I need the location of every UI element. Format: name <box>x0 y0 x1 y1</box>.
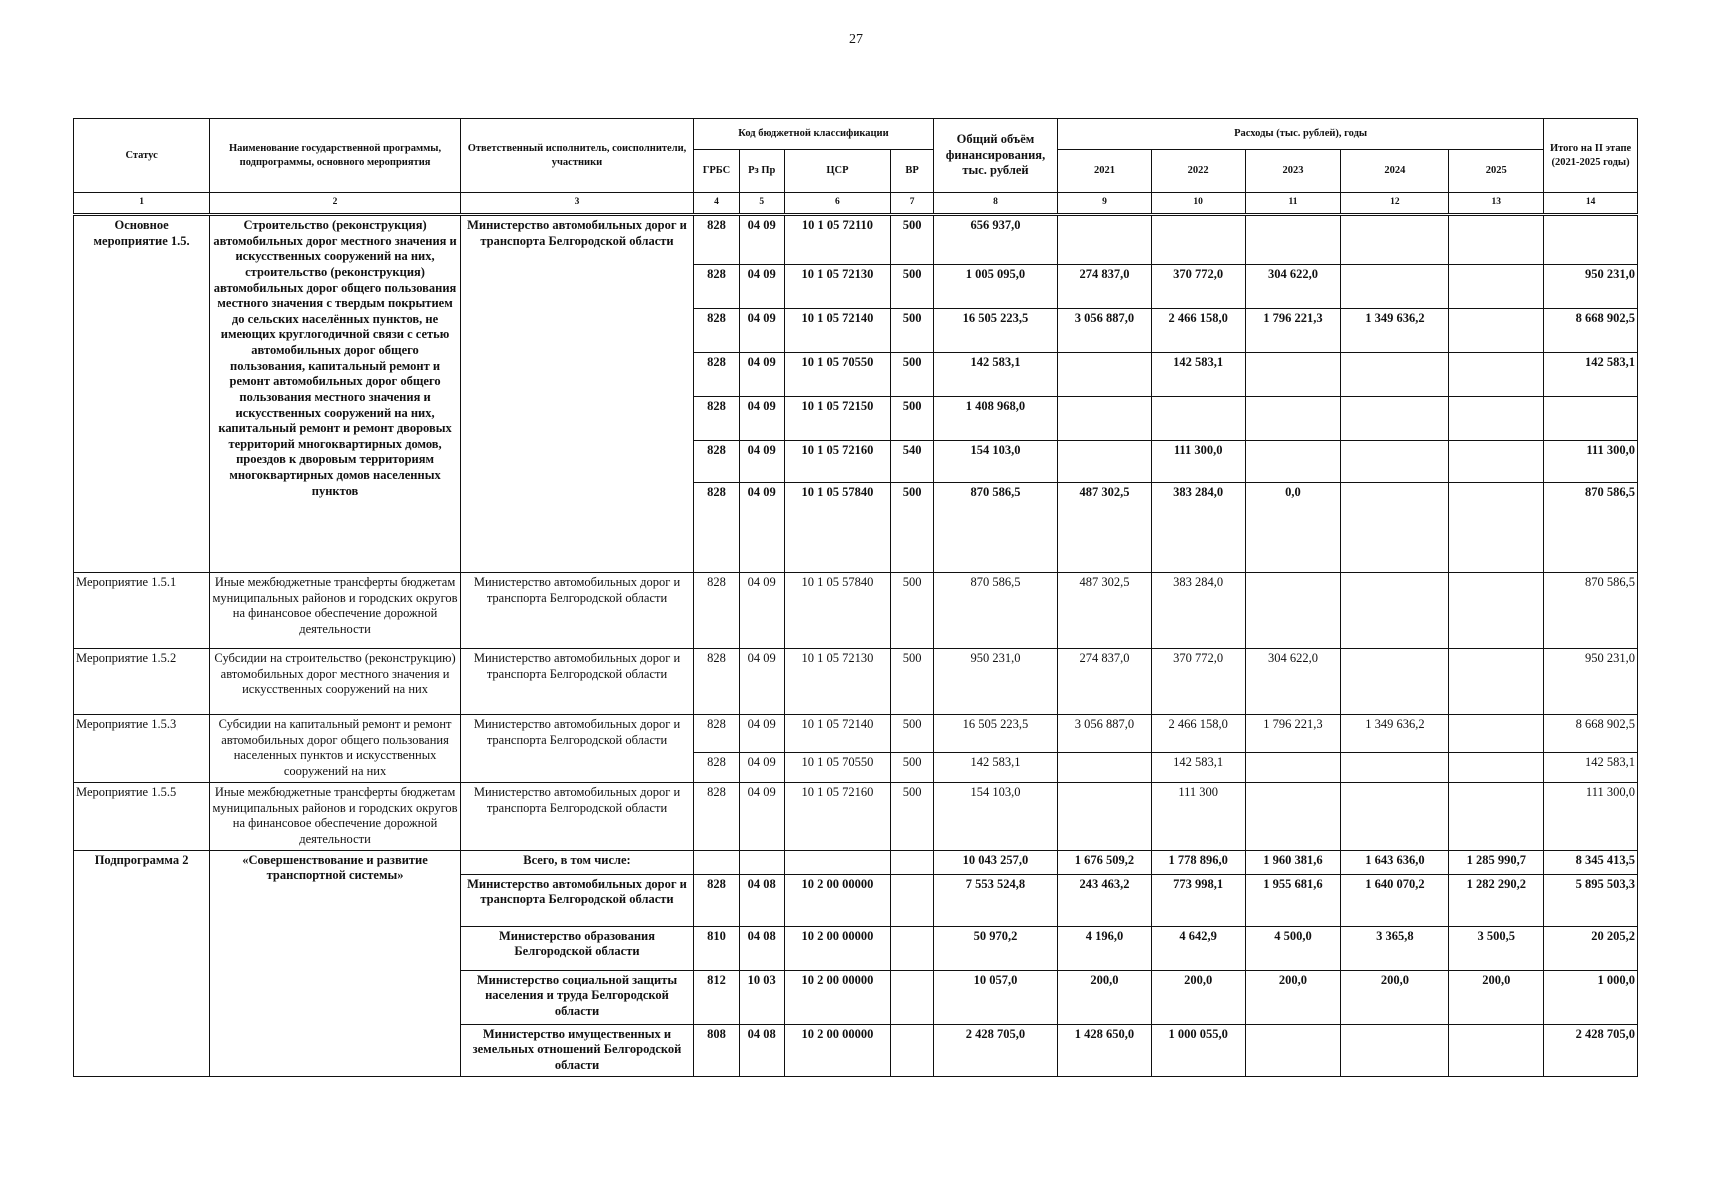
col-num: 8 <box>933 193 1057 215</box>
row-status: Мероприятие 1.5.3 <box>74 715 210 783</box>
cell-y2025: 1 282 290,2 <box>1449 874 1544 926</box>
cell-y2025 <box>1449 715 1544 753</box>
cell-rzpr: 10 03 <box>739 970 784 1024</box>
row-name: «Совершенствование и развитие транспортной системы» <box>210 850 461 1076</box>
cell-y2022: 142 583,1 <box>1151 753 1245 783</box>
table-row <box>74 850 1638 874</box>
cell-rzpr: 04 08 <box>739 874 784 926</box>
budget-table <box>73 118 1638 1077</box>
cell-vr <box>891 874 934 926</box>
cell-y2023 <box>1245 397 1341 441</box>
header-expenses-group: Расходы (тыс. рублей), годы <box>1058 119 1544 150</box>
cell-total: 950 231,0 <box>933 649 1057 715</box>
cell-y2021 <box>1058 441 1152 483</box>
header-grbs: ГРБС <box>694 150 740 193</box>
cell-y2022: 370 772,0 <box>1151 265 1245 309</box>
cell-rzpr: 04 08 <box>739 926 784 970</box>
cell-y2021: 1 428 650,0 <box>1058 1024 1152 1076</box>
cell-csr: 10 1 05 70550 <box>784 353 891 397</box>
cell-y2021: 243 463,2 <box>1058 874 1152 926</box>
cell-y2025 <box>1449 397 1544 441</box>
col-num: 9 <box>1058 193 1152 215</box>
cell-y2021: 200,0 <box>1058 970 1152 1024</box>
cell-total: 142 583,1 <box>933 753 1057 783</box>
cell-y2024 <box>1341 1024 1449 1076</box>
cell-csr: 10 2 00 00000 <box>784 926 891 970</box>
cell-vr: 500 <box>891 397 934 441</box>
cell-grbs: 828 <box>694 441 740 483</box>
row-name: Иные межбюджетные трансферты бюджетам муниципальных районов и городских округов на финансовое обеспечение дорожной деятельности <box>210 783 461 851</box>
cell-y2025 <box>1449 649 1544 715</box>
cell-y2022 <box>1151 215 1245 265</box>
cell-rzpr: 04 09 <box>739 441 784 483</box>
cell-vr <box>891 926 934 970</box>
cell-y2022: 773 998,1 <box>1151 874 1245 926</box>
cell-total: 7 553 524,8 <box>933 874 1057 926</box>
cell-y2021: 3 056 887,0 <box>1058 309 1152 353</box>
cell-csr: 10 1 05 57840 <box>784 483 891 573</box>
cell-csr: 10 1 05 72130 <box>784 265 891 309</box>
cell-csr: 10 1 05 72130 <box>784 649 891 715</box>
cell-total: 870 586,5 <box>933 573 1057 649</box>
cell-y2022: 2 466 158,0 <box>1151 715 1245 753</box>
cell-csr: 10 1 05 57840 <box>784 573 891 649</box>
cell-total: 142 583,1 <box>933 353 1057 397</box>
row-status: Подпрограмма 2 <box>74 850 210 1076</box>
col-num: 11 <box>1245 193 1341 215</box>
cell-grbs: 828 <box>694 783 740 851</box>
cell-y2024: 1 643 636,0 <box>1341 850 1449 874</box>
cell-csr: 10 1 05 72140 <box>784 309 891 353</box>
cell-y2023 <box>1245 753 1341 783</box>
cell-stage-total <box>1544 397 1638 441</box>
cell-y2022: 383 284,0 <box>1151 573 1245 649</box>
row-executor: Министерство автомобильных дорог и транспорта Белгородской области <box>460 783 693 851</box>
cell-y2024 <box>1341 753 1449 783</box>
cell-y2025 <box>1449 309 1544 353</box>
cell-total: 16 505 223,5 <box>933 309 1057 353</box>
cell-y2022: 142 583,1 <box>1151 353 1245 397</box>
cell-y2023 <box>1245 215 1341 265</box>
cell-y2022: 1 000 055,0 <box>1151 1024 1245 1076</box>
cell-y2022: 383 284,0 <box>1151 483 1245 573</box>
col-num: 4 <box>694 193 740 215</box>
table-row <box>74 783 1638 851</box>
cell-y2021: 4 196,0 <box>1058 926 1152 970</box>
cell-csr: 10 1 05 70550 <box>784 753 891 783</box>
cell-y2021: 274 837,0 <box>1058 649 1152 715</box>
cell-y2024 <box>1341 483 1449 573</box>
cell-vr: 540 <box>891 441 934 483</box>
header-status: Статус <box>74 119 210 193</box>
cell-rzpr: 04 09 <box>739 353 784 397</box>
cell-vr <box>891 1024 934 1076</box>
cell-grbs <box>694 850 740 874</box>
cell-grbs: 828 <box>694 309 740 353</box>
cell-grbs: 828 <box>694 265 740 309</box>
cell-rzpr: 04 09 <box>739 715 784 753</box>
cell-y2023: 1 960 381,6 <box>1245 850 1341 874</box>
cell-y2021: 487 302,5 <box>1058 483 1152 573</box>
cell-stage-total: 111 300,0 <box>1544 783 1638 851</box>
cell-y2021: 487 302,5 <box>1058 573 1152 649</box>
page-number: 27 <box>849 32 863 47</box>
cell-grbs: 828 <box>694 483 740 573</box>
table-row <box>74 215 1638 265</box>
header-vr: ВР <box>891 150 934 193</box>
cell-csr: 10 1 05 72110 <box>784 215 891 265</box>
cell-y2021 <box>1058 783 1152 851</box>
cell-stage-total: 142 583,1 <box>1544 753 1638 783</box>
cell-y2024 <box>1341 265 1449 309</box>
cell-vr: 500 <box>891 353 934 397</box>
cell-vr: 500 <box>891 753 934 783</box>
cell-stage-total <box>1544 215 1638 265</box>
cell-total: 10 057,0 <box>933 970 1057 1024</box>
row-executor: Всего, в том числе: <box>460 850 693 874</box>
cell-stage-total: 950 231,0 <box>1544 265 1638 309</box>
col-num: 7 <box>891 193 934 215</box>
cell-stage-total: 950 231,0 <box>1544 649 1638 715</box>
cell-vr: 500 <box>891 649 934 715</box>
col-num: 13 <box>1449 193 1544 215</box>
cell-y2023 <box>1245 441 1341 483</box>
row-executor: Министерство автомобильных дорог и транспорта Белгородской области <box>460 874 693 926</box>
cell-vr <box>891 850 934 874</box>
cell-total: 10 043 257,0 <box>933 850 1057 874</box>
cell-csr: 10 2 00 00000 <box>784 970 891 1024</box>
cell-y2021 <box>1058 215 1152 265</box>
cell-y2025: 3 500,5 <box>1449 926 1544 970</box>
cell-stage-total: 870 586,5 <box>1544 573 1638 649</box>
cell-stage-total: 111 300,0 <box>1544 441 1638 483</box>
cell-grbs: 828 <box>694 215 740 265</box>
cell-grbs: 828 <box>694 649 740 715</box>
cell-total: 870 586,5 <box>933 483 1057 573</box>
cell-y2023 <box>1245 573 1341 649</box>
cell-rzpr: 04 09 <box>739 215 784 265</box>
cell-y2024 <box>1341 649 1449 715</box>
cell-stage-total: 870 586,5 <box>1544 483 1638 573</box>
cell-y2023 <box>1245 1024 1341 1076</box>
cell-stage-total: 2 428 705,0 <box>1544 1024 1638 1076</box>
cell-csr: 10 1 05 72160 <box>784 441 891 483</box>
cell-y2022: 1 778 896,0 <box>1151 850 1245 874</box>
cell-y2024 <box>1341 215 1449 265</box>
cell-y2021: 274 837,0 <box>1058 265 1152 309</box>
cell-y2024 <box>1341 441 1449 483</box>
header-stage-total: Итого на II этапе (2021-2025 годы) <box>1544 119 1638 193</box>
table-row <box>74 715 1638 753</box>
cell-rzpr: 04 09 <box>739 309 784 353</box>
row-name: Строительство (реконструкция) автомобильных дорог местного значения и искусственных сооружений на них, строительство (реконструкция) автомобильных дорог общего пользования местного значения с твердым покрытием до сельских населённых пунктов, не имеющих круглогодичной связи с сетью автомобильных дорог общего пользования, капитальный ремонт и ремонт автомобильных дорог общего пользования местного значения и искусственных сооружений на них, капитальный ремонт и ремонт дворовых территорий многоквартирных домов, проездов к дворовым территориям многоквартирных домов населенных пунктов <box>210 215 461 573</box>
col-num: 12 <box>1341 193 1449 215</box>
cell-stage-total: 8 668 902,5 <box>1544 309 1638 353</box>
cell-rzpr: 04 09 <box>739 753 784 783</box>
cell-y2022: 111 300,0 <box>1151 441 1245 483</box>
header-2023: 2023 <box>1245 150 1341 193</box>
cell-csr: 10 1 05 72140 <box>784 715 891 753</box>
cell-csr: 10 1 05 72150 <box>784 397 891 441</box>
cell-y2021 <box>1058 353 1152 397</box>
cell-y2024: 1 349 636,2 <box>1341 309 1449 353</box>
row-status: Основное мероприятие 1.5. <box>74 215 210 573</box>
cell-y2024: 1 640 070,2 <box>1341 874 1449 926</box>
header-total: Общий объём финансирования, тыс. рублей <box>933 119 1057 193</box>
cell-csr: 10 2 00 00000 <box>784 874 891 926</box>
cell-grbs: 810 <box>694 926 740 970</box>
cell-stage-total: 142 583,1 <box>1544 353 1638 397</box>
cell-y2022 <box>1151 397 1245 441</box>
col-num: 10 <box>1151 193 1245 215</box>
row-executor: Министерство автомобильных дорог и транспорта Белгородской области <box>460 573 693 649</box>
cell-rzpr: 04 09 <box>739 483 784 573</box>
cell-y2023: 0,0 <box>1245 483 1341 573</box>
cell-vr <box>891 970 934 1024</box>
col-num: 3 <box>460 193 693 215</box>
cell-vr: 500 <box>891 573 934 649</box>
cell-stage-total: 8 668 902,5 <box>1544 715 1638 753</box>
header-2025: 2025 <box>1449 150 1544 193</box>
row-status: Мероприятие 1.5.1 <box>74 573 210 649</box>
cell-total: 154 103,0 <box>933 441 1057 483</box>
cell-y2023 <box>1245 353 1341 397</box>
header-name: Наименование государственной программы, подпрограммы, основного мероприятия <box>210 119 461 193</box>
cell-y2023: 1 955 681,6 <box>1245 874 1341 926</box>
header-2024: 2024 <box>1341 150 1449 193</box>
cell-rzpr: 04 09 <box>739 265 784 309</box>
cell-stage-total: 5 895 503,3 <box>1544 874 1638 926</box>
cell-rzpr: 04 09 <box>739 397 784 441</box>
cell-y2024 <box>1341 397 1449 441</box>
table-body <box>74 215 1638 1077</box>
header-code-group: Код бюджетной классификации <box>694 119 934 150</box>
cell-y2023: 4 500,0 <box>1245 926 1341 970</box>
row-executor: Министерство автомобильных дорог и транспорта Белгородской области <box>460 649 693 715</box>
header-rzpr: Рз Пр <box>739 150 784 193</box>
cell-y2025 <box>1449 483 1544 573</box>
col-num: 5 <box>739 193 784 215</box>
cell-csr: 10 2 00 00000 <box>784 1024 891 1076</box>
cell-y2021 <box>1058 397 1152 441</box>
row-name: Субсидии на капитальный ремонт и ремонт автомобильных дорог общего пользования населенных пунктов и искусственных сооружений на них <box>210 715 461 783</box>
cell-total: 1 005 095,0 <box>933 265 1057 309</box>
cell-csr: 10 1 05 72160 <box>784 783 891 851</box>
row-status: Мероприятие 1.5.2 <box>74 649 210 715</box>
cell-total: 50 970,2 <box>933 926 1057 970</box>
cell-total: 1 408 968,0 <box>933 397 1057 441</box>
cell-total: 656 937,0 <box>933 215 1057 265</box>
cell-y2025 <box>1449 1024 1544 1076</box>
cell-y2023: 304 622,0 <box>1245 265 1341 309</box>
cell-y2025 <box>1449 441 1544 483</box>
cell-stage-total: 20 205,2 <box>1544 926 1638 970</box>
header-2021: 2021 <box>1058 150 1152 193</box>
row-name: Иные межбюджетные трансферты бюджетам муниципальных районов и городских округов на финансовое обеспечение дорожной деятельности <box>210 573 461 649</box>
cell-grbs: 828 <box>694 573 740 649</box>
cell-y2024: 3 365,8 <box>1341 926 1449 970</box>
cell-total: 2 428 705,0 <box>933 1024 1057 1076</box>
cell-grbs: 828 <box>694 397 740 441</box>
cell-csr <box>784 850 891 874</box>
cell-y2022: 4 642,9 <box>1151 926 1245 970</box>
column-numbers-row <box>74 193 1638 215</box>
row-name: Субсидии на строительство (реконструкцию) автомобильных дорог местного значения и искусственных сооружений на них <box>210 649 461 715</box>
cell-stage-total: 8 345 413,5 <box>1544 850 1638 874</box>
cell-y2022: 2 466 158,0 <box>1151 309 1245 353</box>
cell-grbs: 828 <box>694 715 740 753</box>
cell-rzpr: 04 08 <box>739 1024 784 1076</box>
row-executor: Министерство автомобильных дорог и транспорта Белгородской области <box>460 215 693 573</box>
row-executor: Министерство имущественных и земельных отношений Белгородской области <box>460 1024 693 1076</box>
cell-grbs: 828 <box>694 753 740 783</box>
cell-y2021 <box>1058 753 1152 783</box>
cell-grbs: 828 <box>694 353 740 397</box>
cell-rzpr <box>739 850 784 874</box>
cell-rzpr: 04 09 <box>739 649 784 715</box>
cell-vr: 500 <box>891 783 934 851</box>
cell-grbs: 828 <box>694 874 740 926</box>
cell-y2025 <box>1449 783 1544 851</box>
cell-y2025 <box>1449 215 1544 265</box>
cell-vr: 500 <box>891 483 934 573</box>
cell-vr: 500 <box>891 309 934 353</box>
cell-vr: 500 <box>891 215 934 265</box>
cell-y2022: 370 772,0 <box>1151 649 1245 715</box>
cell-y2025 <box>1449 265 1544 309</box>
header-csr: ЦСР <box>784 150 891 193</box>
col-num: 14 <box>1544 193 1638 215</box>
cell-y2024 <box>1341 353 1449 397</box>
cell-y2023: 304 622,0 <box>1245 649 1341 715</box>
table-row <box>74 573 1638 649</box>
header-2022: 2022 <box>1151 150 1245 193</box>
row-executor: Министерство образования Белгородской области <box>460 926 693 970</box>
cell-y2025 <box>1449 573 1544 649</box>
cell-y2024 <box>1341 573 1449 649</box>
cell-stage-total: 1 000,0 <box>1544 970 1638 1024</box>
cell-y2024: 1 349 636,2 <box>1341 715 1449 753</box>
col-num: 2 <box>210 193 461 215</box>
cell-y2022: 111 300 <box>1151 783 1245 851</box>
cell-total: 16 505 223,5 <box>933 715 1057 753</box>
cell-y2025: 1 285 990,7 <box>1449 850 1544 874</box>
cell-rzpr: 04 09 <box>739 783 784 851</box>
cell-y2023 <box>1245 783 1341 851</box>
row-status: Мероприятие 1.5.5 <box>74 783 210 851</box>
cell-vr: 500 <box>891 715 934 753</box>
cell-y2025: 200,0 <box>1449 970 1544 1024</box>
cell-y2024: 200,0 <box>1341 970 1449 1024</box>
header-executor: Ответственный исполнитель, соисполнители, участники <box>460 119 693 193</box>
table-header <box>74 119 1638 215</box>
row-executor: Министерство социальной защиты населения и труда Белгородской области <box>460 970 693 1024</box>
cell-vr: 500 <box>891 265 934 309</box>
cell-grbs: 812 <box>694 970 740 1024</box>
cell-y2023: 1 796 221,3 <box>1245 715 1341 753</box>
cell-y2022: 200,0 <box>1151 970 1245 1024</box>
cell-y2025 <box>1449 753 1544 783</box>
col-num: 1 <box>74 193 210 215</box>
table-row <box>74 649 1638 715</box>
cell-y2023: 200,0 <box>1245 970 1341 1024</box>
col-num: 6 <box>784 193 891 215</box>
cell-y2023: 1 796 221,3 <box>1245 309 1341 353</box>
cell-total: 154 103,0 <box>933 783 1057 851</box>
cell-y2021: 3 056 887,0 <box>1058 715 1152 753</box>
cell-grbs: 808 <box>694 1024 740 1076</box>
cell-rzpr: 04 09 <box>739 573 784 649</box>
cell-y2024 <box>1341 783 1449 851</box>
row-executor: Министерство автомобильных дорог и транспорта Белгородской области <box>460 715 693 783</box>
cell-y2025 <box>1449 353 1544 397</box>
cell-y2021: 1 676 509,2 <box>1058 850 1152 874</box>
